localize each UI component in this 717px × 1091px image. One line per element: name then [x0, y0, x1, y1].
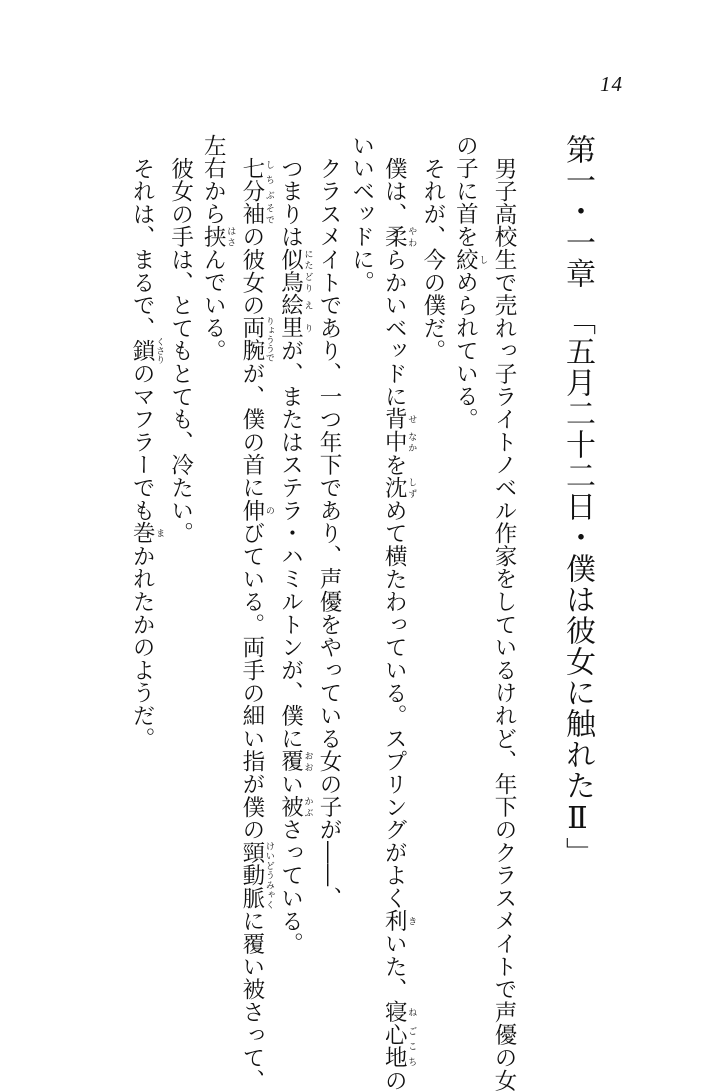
page-number: 14 — [600, 72, 623, 96]
text-line-5: いいベッドに。 — [348, 134, 375, 294]
text-line-4: 僕は、柔 やわらかいベッドに背 せ中 なかを沈 しずめて横たわっている。スプリングがよく利 きいた、寝 ね心地 ごこちの — [381, 156, 417, 1091]
text-line-10: 彼女の手は、とてもとても、冷たい。 — [167, 156, 194, 545]
text-line-6: クラスメイトであり、一つ年下であり、声優をやっている女の子が――、 — [316, 156, 343, 909]
text-line-11: それは、まるで、鎖 くさりのマフラーでも巻 まかれたかのようだ。 — [129, 156, 165, 750]
text-line-8: 七分 しちぶ袖 そでの彼女の両腕 りょううでが、僕の首に伸 のびている。両手の細い指が僕の頸動脈 けいどうみゃくに覆い被さって、 — [238, 156, 274, 1091]
text-line-9: 左右から挟 はさんでいる。 — [200, 134, 236, 363]
text-line-1: 男子高校生で売れっ子ライトノベル作家をしているけれど、年下のクラスメイトで声優の女 — [491, 156, 517, 1091]
text-line-2: の子に首を絞 しめられている。 — [452, 134, 488, 431]
body-text — [95, 134, 520, 1091]
text-line-3: それが、今の僕だ。 — [419, 156, 446, 362]
chapter-title: 第一・一章 「五月二十二日・僕は彼女に触れたⅡ」 — [560, 134, 595, 868]
text-line-7: つまりは似鳥 にたどり絵里 えりが、またはステラ・ハミルトンが、僕に覆 おおい被 かぶさっている。 — [277, 156, 313, 955]
